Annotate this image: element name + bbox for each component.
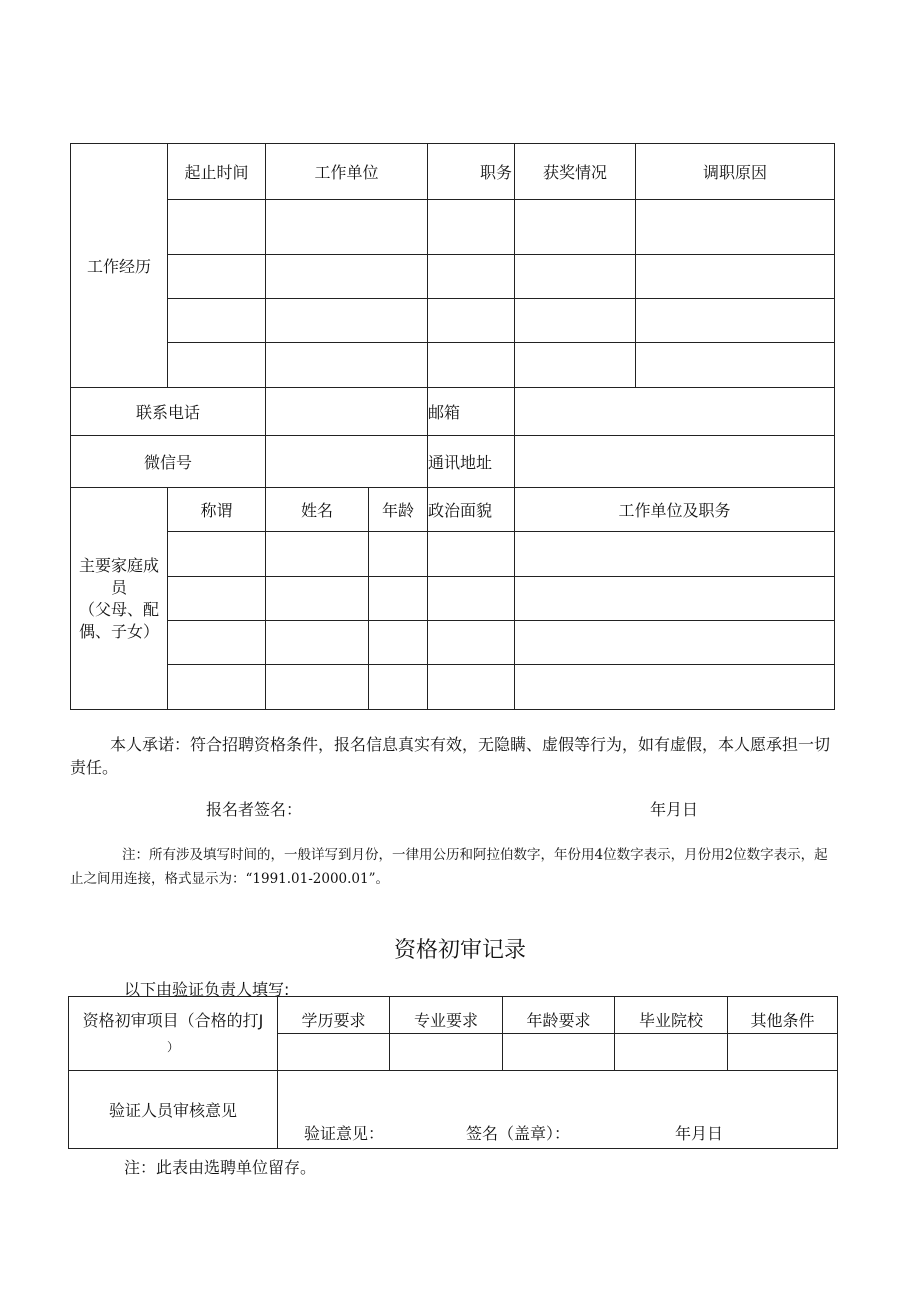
relation-cell[interactable] <box>168 532 266 577</box>
political-cell[interactable] <box>428 621 515 665</box>
employer-cell[interactable] <box>266 255 428 299</box>
check-education[interactable] <box>278 1034 390 1071</box>
age-cell[interactable] <box>369 532 428 577</box>
employer-cell[interactable] <box>266 299 428 343</box>
age-cell[interactable] <box>369 621 428 665</box>
political-cell[interactable] <box>428 577 515 621</box>
work-history-row[interactable] <box>71 200 835 255</box>
review-items-label <box>69 997 278 1071</box>
check-other[interactable] <box>728 1034 838 1071</box>
family-row[interactable] <box>71 577 835 621</box>
verifier-opinion-area[interactable] <box>278 1071 838 1149</box>
review-date-label: 年月日 <box>675 1124 724 1143</box>
name-cell[interactable] <box>266 532 369 577</box>
header-relation: 称谓 <box>168 488 266 532</box>
col-education: 学历要求 <box>278 997 390 1034</box>
verifier-label: 验证人员审核意见 <box>69 1071 278 1149</box>
wechat-label: 微信号 <box>71 436 266 488</box>
phone-label: 联系电话 <box>71 388 266 436</box>
position-cell[interactable] <box>428 299 515 343</box>
col-school: 毕业院校 <box>615 997 728 1034</box>
opinion-label: 验证意见： <box>304 1124 385 1143</box>
family-row[interactable] <box>71 665 835 710</box>
family-row[interactable] <box>71 532 835 577</box>
review-title: 资格初审记录 <box>393 938 526 963</box>
awards-cell[interactable] <box>515 299 636 343</box>
period-cell[interactable] <box>168 343 266 388</box>
review-table <box>68 996 838 1149</box>
position-cell[interactable] <box>428 343 515 388</box>
work-history-label: 工作经历 <box>71 144 168 388</box>
period-cell[interactable] <box>168 299 266 343</box>
relation-cell[interactable] <box>168 665 266 710</box>
work-unit-cell[interactable] <box>515 532 835 577</box>
check-school[interactable] <box>615 1034 728 1071</box>
review-items-label-line1: 资格初审项目（合格的打J <box>82 1010 264 1030</box>
family-label-line1: 主要家庭成 <box>78 555 159 575</box>
phone-field[interactable] <box>266 388 428 436</box>
header-age: 年龄 <box>369 488 428 532</box>
applicant-promise: 本人承诺：符合招聘资格条件，报名信息真实有效，无隐瞒、虚假等行为，如有虚假，本人愿承担一切责任。 <box>70 735 831 777</box>
relation-cell[interactable] <box>168 621 266 665</box>
family-label-line2: 员 <box>110 577 127 597</box>
age-cell[interactable] <box>369 665 428 710</box>
employer-cell[interactable] <box>266 200 428 255</box>
header-awards: 获奖情况 <box>515 144 636 200</box>
name-cell[interactable] <box>266 577 369 621</box>
age-cell[interactable] <box>369 577 428 621</box>
work-unit-cell[interactable] <box>515 621 835 665</box>
awards-cell[interactable] <box>515 255 636 299</box>
awards-cell[interactable] <box>515 200 636 255</box>
reason-cell[interactable] <box>636 343 835 388</box>
address-field[interactable] <box>515 436 835 488</box>
position-cell[interactable] <box>428 200 515 255</box>
employer-cell[interactable] <box>266 343 428 388</box>
work-unit-cell[interactable] <box>515 577 835 621</box>
signer-label: 报名者签名： <box>206 800 303 819</box>
header-transfer-reason: 调职原因 <box>636 144 835 200</box>
work-history-row[interactable] <box>71 255 835 299</box>
awards-cell[interactable] <box>515 343 636 388</box>
seal-label: 签名（盖章）： <box>466 1124 571 1143</box>
reason-cell[interactable] <box>636 299 835 343</box>
political-cell[interactable] <box>428 532 515 577</box>
address-label: 通讯地址 <box>428 436 515 488</box>
reason-cell[interactable] <box>636 200 835 255</box>
application-form-table <box>70 143 835 710</box>
work-unit-cell[interactable] <box>515 665 835 710</box>
col-age: 年龄要求 <box>503 997 615 1034</box>
email-field[interactable] <box>515 388 835 436</box>
check-age[interactable] <box>503 1034 615 1071</box>
work-history-row[interactable] <box>71 299 835 343</box>
wechat-field[interactable] <box>266 436 428 488</box>
family-label-line4: 偶、子女） <box>78 621 159 641</box>
relation-cell[interactable] <box>168 577 266 621</box>
reason-cell[interactable] <box>636 255 835 299</box>
check-major[interactable] <box>390 1034 503 1071</box>
family-row[interactable] <box>71 621 835 665</box>
family-members-label <box>71 488 168 710</box>
period-cell[interactable] <box>168 200 266 255</box>
review-fill-by: 以下由验证负责人填写: <box>124 980 290 999</box>
header-political-status: 政治面貌 <box>428 488 515 532</box>
signature-date-label: 年月日 <box>650 800 699 819</box>
header-position: 职务 <box>428 144 515 200</box>
col-major: 专业要求 <box>390 997 503 1034</box>
name-cell[interactable] <box>266 665 369 710</box>
review-items-label-line2: ） <box>166 1039 179 1054</box>
col-other: 其他条件 <box>728 997 838 1034</box>
position-cell[interactable] <box>428 255 515 299</box>
email-label: 邮箱 <box>428 388 515 436</box>
political-cell[interactable] <box>428 665 515 710</box>
header-name: 姓名 <box>266 488 369 532</box>
header-employer: 工作单位 <box>266 144 428 200</box>
work-history-row[interactable] <box>71 343 835 388</box>
retention-note: 注：此表由选聘单位留存。 <box>124 1158 317 1177</box>
name-cell[interactable] <box>266 621 369 665</box>
period-cell[interactable] <box>168 255 266 299</box>
header-period: 起止时间 <box>168 144 266 200</box>
family-label-line3: （父母、配 <box>78 599 159 619</box>
time-format-note: 注：所有涉及填写时间的，一般详写到月份，一律用公历和阿拉伯数字，年份用4位数字表示，月份用2位数字表示，起止之间用连接，格式显示为：“1991.01-2000.01”。 <box>70 847 828 887</box>
header-work-unit-position: 工作单位及职务 <box>515 488 835 532</box>
